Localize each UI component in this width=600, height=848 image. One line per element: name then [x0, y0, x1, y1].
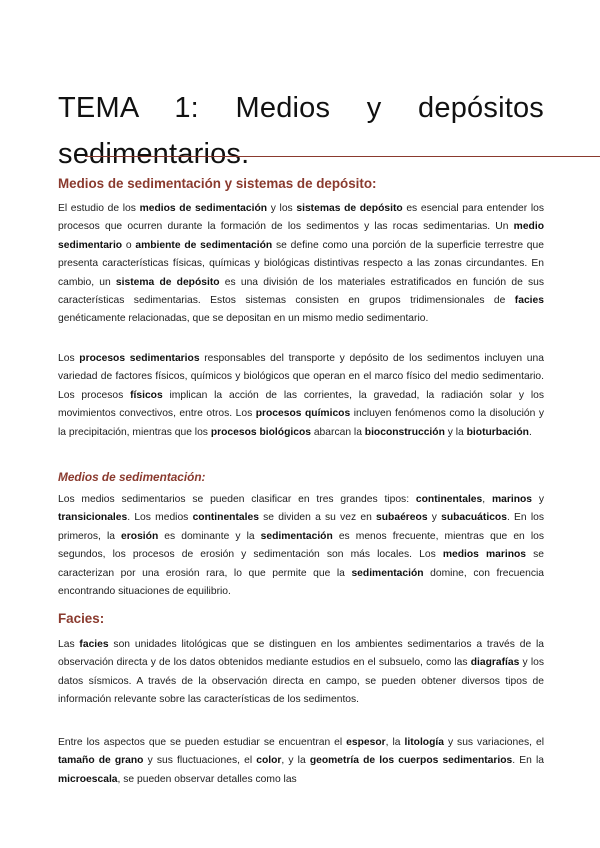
- bold-term: transicionales: [58, 512, 128, 524]
- paragraph: [58, 734, 544, 789]
- paragraph: [58, 636, 544, 710]
- text-run: El estudio de los: [58, 203, 140, 214]
- bold-term: erosión: [121, 530, 159, 542]
- bold-term: microescala: [58, 773, 118, 785]
- text-run: Las: [58, 639, 80, 650]
- text-run: Los medios sedimentarios se pueden clasificar en tres grandes tipos:: [58, 494, 416, 505]
- bold-term: sedimentación: [351, 567, 424, 579]
- bold-term: medios marinos: [442, 549, 527, 561]
- text-run: , se pueden observar detalles como las: [117, 773, 297, 785]
- text-run: se define como una porción de la superficie terrestre que presenta características físicas, químicas y biológicas distintivas respecto a las zonas circundantes. En cambio, un: [58, 239, 544, 288]
- text-run: y sus variaciones, el: [443, 737, 544, 748]
- bold-term: ambiente de sedimentación: [135, 239, 273, 251]
- paragraph: [58, 491, 544, 601]
- bold-term: marinos: [491, 494, 533, 505]
- text-run: , y la: [281, 755, 310, 767]
- paragraph: [58, 350, 544, 442]
- bold-term: sistemas de depósito: [296, 203, 403, 214]
- text-run: y los datos sísmicos. A través de la observación directa en campo, se pueden obtener diversos tipos de información relevante sobre las características de los sedimentos.: [58, 657, 544, 706]
- text-run: domine, con frecuencia encontrando situaciones de equilibrio.: [58, 567, 544, 598]
- text-run: .: [528, 426, 532, 438]
- text-run: Entre los aspectos que se pueden estudiar se encuentran el: [58, 737, 347, 748]
- text-run: es menos frecuente, mientras que en los segundos, los procesos de erosión y sedimentación son más locales. Los: [58, 530, 544, 561]
- text-run: ,: [482, 494, 492, 505]
- bold-term: medio sedimentario: [58, 221, 544, 251]
- text-run: genéticamente relacionadas, que se depositan en un mismo medio sedimentario.: [58, 313, 429, 325]
- section-heading-medios-sistemas: Medios de sedimentación y sistemas de depósito:: [58, 176, 377, 191]
- bold-term: sedimentación: [260, 530, 333, 542]
- text-run: . En los primeros, la: [58, 512, 544, 542]
- bold-term: facies: [514, 295, 544, 307]
- text-run: implican la acción de las corrientes, la gravedad, la radiación solar y los movimientos convectivos, entre otros. Los: [58, 389, 545, 420]
- text-run: y: [532, 494, 544, 505]
- text-run: incluyen fenómenos como la disolución y la precipitación, mientras que los: [58, 408, 544, 438]
- text-run: y: [427, 512, 442, 524]
- text-run: y sus fluctuaciones, el: [143, 755, 257, 767]
- text-run: . Los medios: [127, 512, 193, 524]
- bold-term: continentales: [192, 512, 259, 524]
- bold-term: bioconstrucción: [364, 426, 445, 438]
- title-divider: [85, 156, 600, 157]
- subsection-heading-medios: Medios de sedimentación:: [58, 470, 206, 484]
- text-run: son unidades litológicas que se distinguen en los ambientes sedimentarios a través de la observación directa y de los datos obtenidos mediante estudios en el subsuelo, como las: [58, 639, 545, 669]
- text-run: responsables del transporte y depósito de los sedimentos incluyen una variedad de factores físicos, químicos y biológicos que operan en el marco físico del medio sedimentario. Los procesos: [58, 353, 544, 401]
- page-title: TEMA 1: Medios y depósitos sedimentarios.: [58, 92, 544, 171]
- text-run: es esencial para entender los procesos que ocurren durante la formación de los sedimentos y las rocas sedimentarias. Un: [58, 203, 545, 233]
- bold-term: físicos: [130, 389, 163, 401]
- text-run: y la: [444, 426, 467, 438]
- text-run: abarcan la: [310, 426, 365, 438]
- bold-term: continentales: [415, 494, 483, 505]
- text-run: y los: [267, 203, 297, 214]
- text-run: es una división de los materiales estratificados en función de sus características sedimentarias. Estos sistemas consisten en grupos tridimensionales de: [58, 276, 545, 307]
- text-run: o: [122, 239, 136, 251]
- bold-term: bioturbación: [466, 426, 529, 438]
- text-run: Los: [58, 353, 80, 364]
- text-run: , la: [385, 737, 405, 748]
- bold-term: color: [256, 755, 282, 767]
- text-run: . En la: [512, 755, 544, 767]
- bold-term: procesos sedimentarios: [79, 353, 200, 364]
- text-run: es dominante y la: [158, 530, 261, 542]
- paragraph: [58, 200, 544, 329]
- bold-term: diagrafías: [470, 657, 520, 669]
- bold-term: procesos químicos: [255, 408, 351, 420]
- bold-term: subaéreos: [376, 512, 428, 524]
- bold-term: espesor: [346, 737, 386, 748]
- text-run: se dividen a su vez en: [258, 512, 377, 524]
- bold-term: medios de sedimentación: [139, 203, 268, 214]
- section-heading-facies: Facies:: [58, 611, 105, 626]
- bold-term: tamaño de grano: [58, 755, 144, 767]
- bold-term: subacuáticos: [441, 512, 507, 524]
- bold-term: litología: [404, 737, 444, 748]
- bold-term: facies: [79, 639, 109, 650]
- bold-term: procesos biológicos: [210, 426, 311, 438]
- bold-term: sistema de depósito: [115, 276, 220, 288]
- bold-term: geometría de los cuerpos sedimentarios: [309, 755, 513, 767]
- text-run: se caracterizan por una erosión rara, lo que permite que la: [58, 549, 544, 579]
